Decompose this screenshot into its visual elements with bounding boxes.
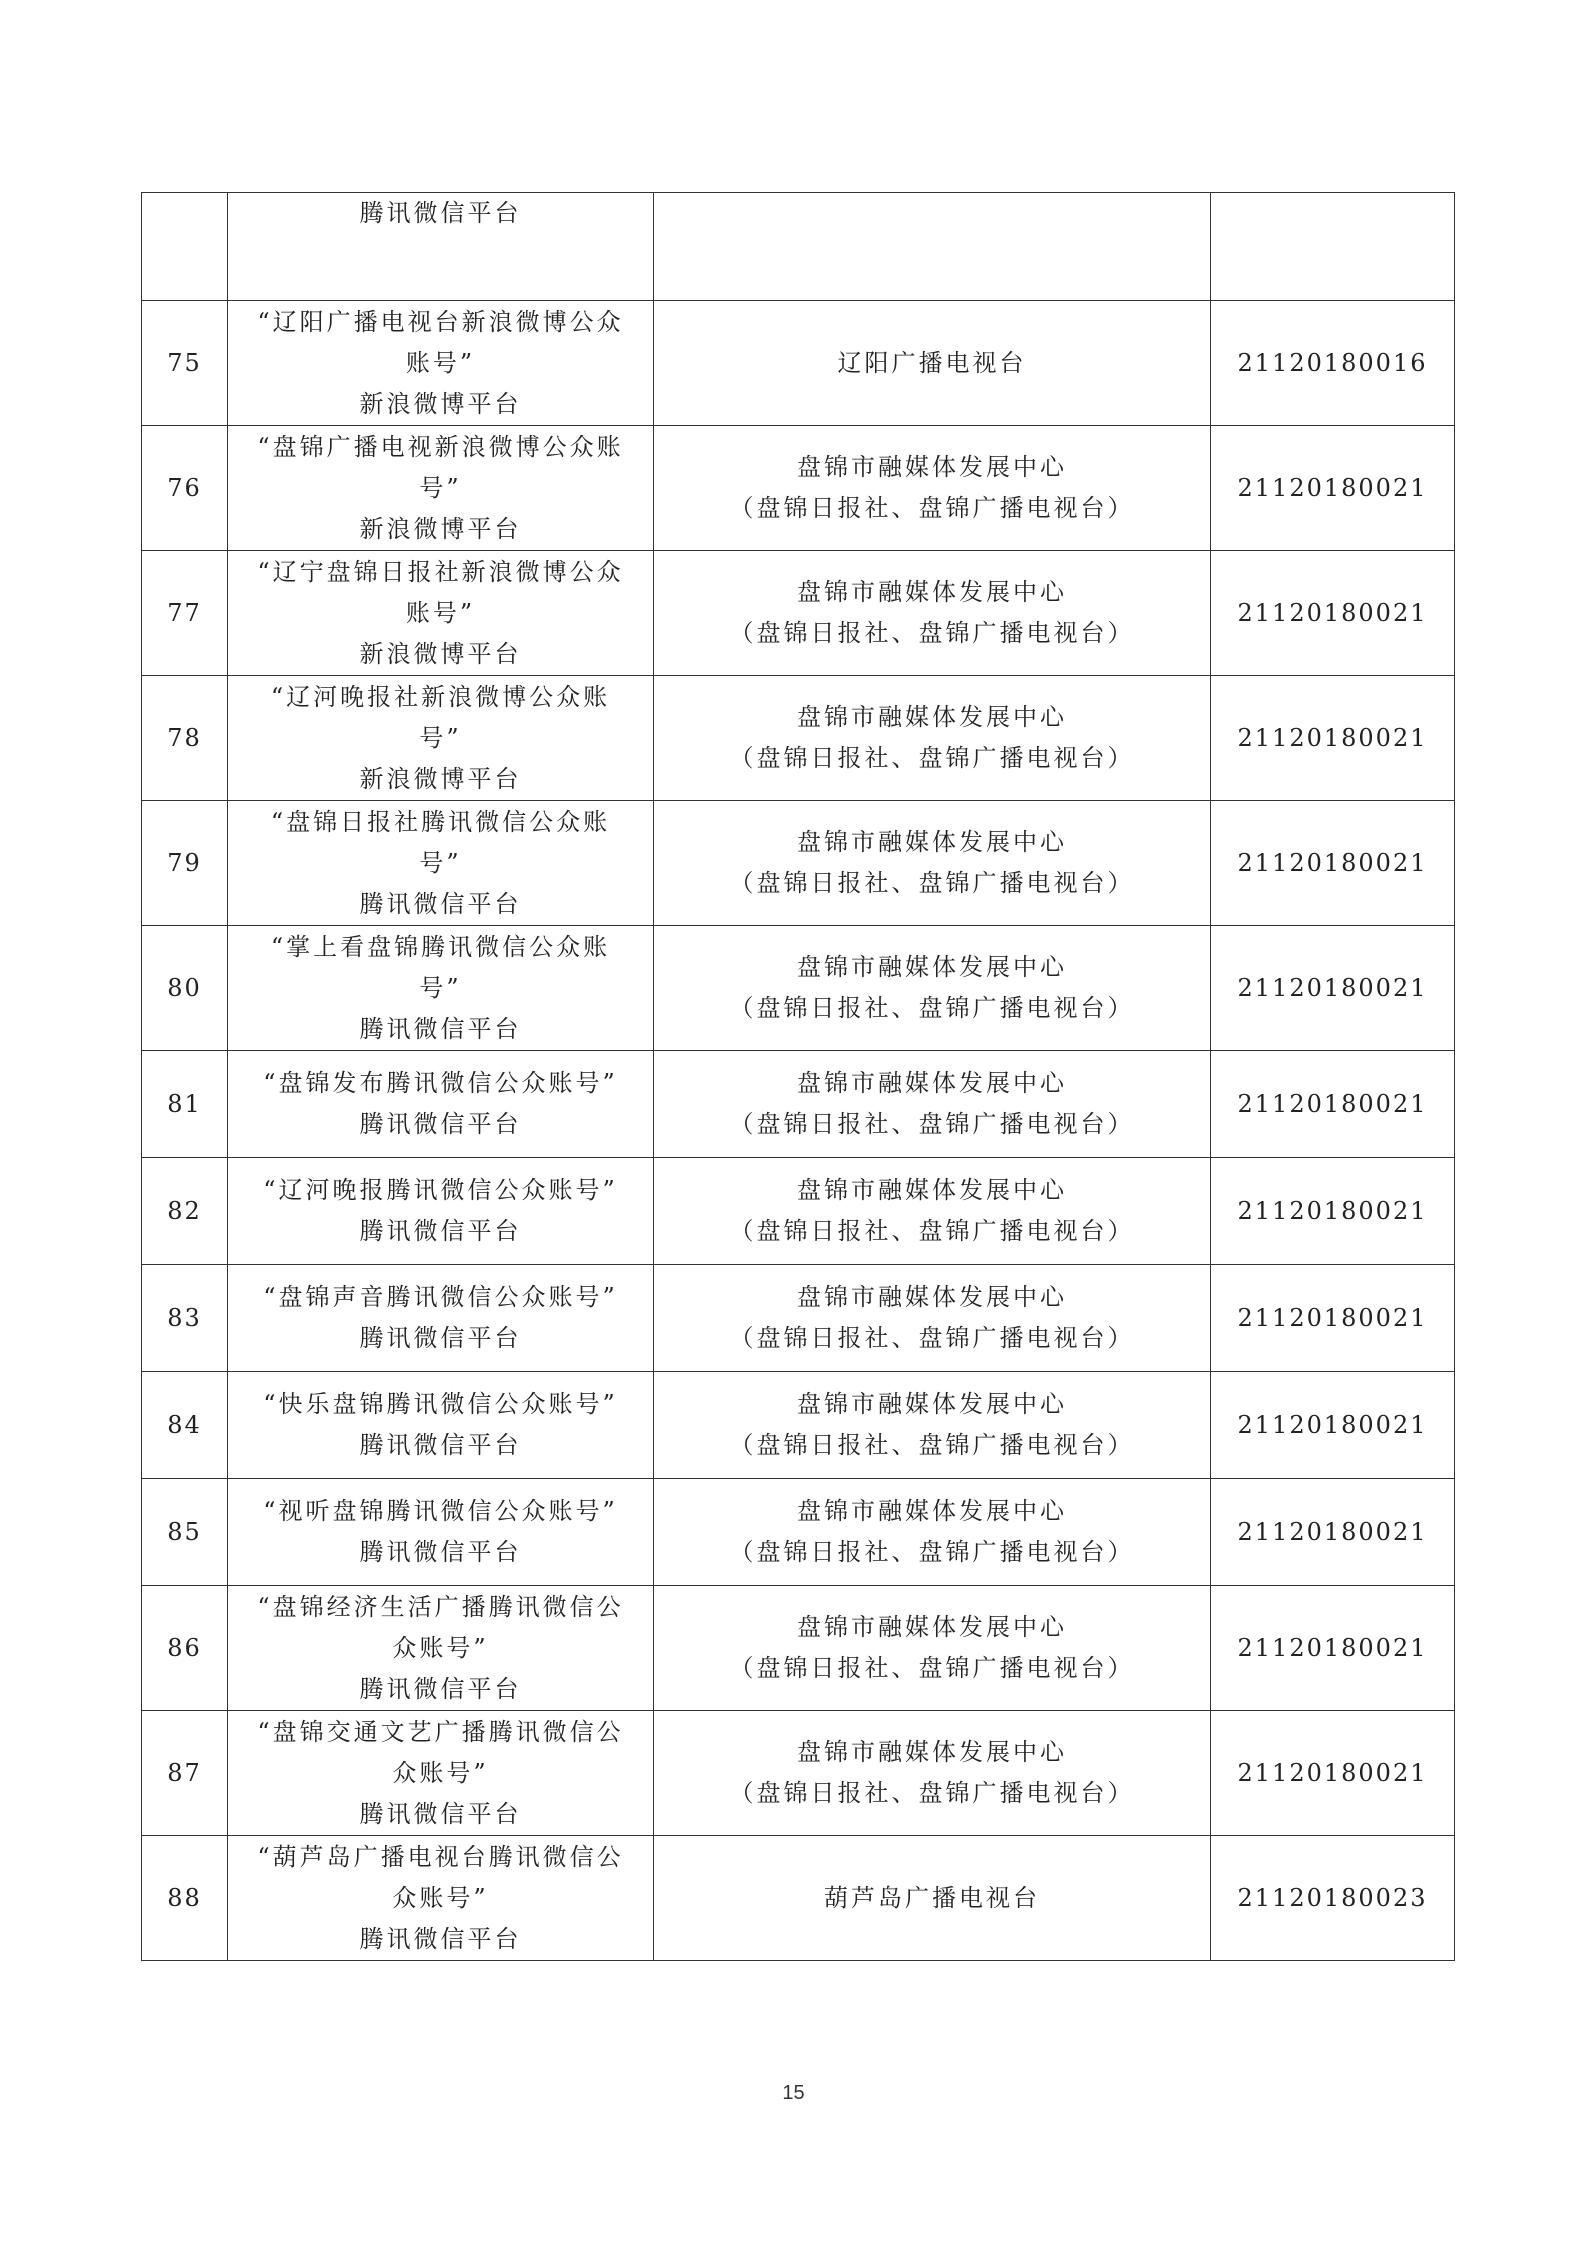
license-code: 21120180021 [1237,1303,1428,1332]
organization-line: （盘锦日报社、盘锦广播电视台） [729,494,1135,522]
row-number-cell [142,1372,228,1479]
row-number: 81 [167,1089,202,1118]
account-name-line: 腾讯微信平台 [359,1110,522,1138]
account-name-line: 腾讯微信平台 [359,1799,522,1828]
account-name-line: 腾讯微信平台 [359,1014,522,1043]
account-name-line: 腾讯微信平台 [359,1538,522,1566]
row-number-cell [142,1265,228,1372]
account-name-line: “视听盘锦腾讯微信公众账号” [263,1497,618,1525]
account-name-line: 新浪微博平台 [359,764,522,793]
organization-line: 盘锦市融媒体发展中心 [797,1283,1067,1311]
license-code: 21120180021 [1237,723,1428,752]
license-code: 21120180021 [1237,1758,1428,1787]
account-name-line: “辽河晚报腾讯微信公众账号” [263,1176,618,1204]
account-name-line: 号” [419,973,462,1002]
account-name-line: 腾讯微信平台 [359,1924,522,1953]
organization-cell [654,676,1211,801]
account-name-cell [228,426,654,551]
row-number-cell [142,801,228,926]
account-name-line: 腾讯微信平台 [359,1674,522,1703]
organization-cell [654,1372,1211,1479]
organization-line: 辽阳广播电视台 [837,348,1027,377]
license-code: 21120180016 [1237,348,1428,377]
organization-line: （盘锦日报社、盘锦广播电视台） [729,1110,1135,1138]
row-number-cell [142,551,228,676]
organization-cell [654,801,1211,926]
organization-line: 盘锦市融媒体发展中心 [797,1390,1067,1418]
row-number-cell [142,1479,228,1586]
row-number: 86 [167,1633,202,1662]
row-number-cell [142,301,228,426]
license-code-cell [1211,301,1455,426]
account-name-cell [228,1051,654,1158]
account-name-cell [228,1711,654,1836]
license-code-cell [1211,676,1455,801]
registry-table [141,192,1455,1961]
table-row [142,1265,1455,1372]
account-name-cell [228,676,654,801]
continuation-code-cell [1211,193,1455,301]
account-name-line: 腾讯微信平台 [359,1324,522,1352]
account-name-line: 腾讯微信平台 [359,1217,522,1245]
account-name-cell [228,1372,654,1479]
license-code-cell [1211,1836,1455,1961]
organization-line: （盘锦日报社、盘锦广播电视台） [729,1217,1135,1245]
account-name-cell [228,1479,654,1586]
account-name-line: “辽宁盘锦日报社新浪微博公众 [257,557,624,586]
organization-line: 盘锦市融媒体发展中心 [797,953,1067,981]
continuation-num-cell [142,193,228,301]
license-code-cell [1211,1711,1455,1836]
license-code: 21120180021 [1237,1089,1428,1118]
table-row [142,1479,1455,1586]
organization-line: 盘锦市融媒体发展中心 [797,1613,1067,1641]
row-number-cell [142,676,228,801]
table-row [142,676,1455,801]
account-name-line: “葫芦岛广播电视台腾讯微信公 [257,1842,624,1871]
license-code: 21120180021 [1237,1410,1428,1439]
row-number-cell [142,926,228,1051]
row-number-cell [142,1158,228,1265]
table-row [142,1586,1455,1711]
license-code: 21120180021 [1237,1517,1428,1546]
account-name-cell [228,1586,654,1711]
registry-table-body [142,193,1455,1961]
account-name-line: 号” [419,848,462,877]
account-name-line: “盘锦发布腾讯微信公众账号” [263,1069,618,1097]
account-name-line: 新浪微博平台 [359,639,522,668]
account-name-line: “盘锦交通文艺广播腾讯微信公 [257,1717,624,1746]
account-name-cell [228,1265,654,1372]
page-number: 15 [782,2082,805,2104]
license-code: 21120180023 [1237,1883,1428,1912]
organization-line: （盘锦日报社、盘锦广播电视台） [729,1654,1135,1682]
account-name-line: “盘锦日报社腾讯微信公众账 [270,807,611,836]
account-name-line: 账号” [405,348,476,377]
organization-line: （盘锦日报社、盘锦广播电视台） [729,619,1135,647]
table-row [142,1711,1455,1836]
row-number: 83 [167,1303,202,1332]
organization-line: （盘锦日报社、盘锦广播电视台） [729,744,1135,772]
table-row [142,1158,1455,1265]
organization-line: 盘锦市融媒体发展中心 [797,1738,1067,1766]
license-code: 21120180021 [1237,973,1428,1002]
license-code-cell [1211,551,1455,676]
license-code-cell [1211,1586,1455,1711]
organization-line: 盘锦市融媒体发展中心 [797,1069,1067,1097]
table-row [142,426,1455,551]
continuation-name-line: 腾讯微信平台 [359,199,522,227]
license-code-cell [1211,926,1455,1051]
row-number-cell [142,1711,228,1836]
row-number: 88 [167,1883,202,1912]
license-code-cell [1211,1372,1455,1479]
license-code-cell [1211,1158,1455,1265]
license-code: 21120180021 [1237,848,1428,877]
organization-cell [654,1051,1211,1158]
license-code: 21120180021 [1237,598,1428,627]
organization-line: （盘锦日报社、盘锦广播电视台） [729,1538,1135,1566]
row-number: 87 [167,1758,202,1787]
row-number: 80 [167,973,202,1002]
organization-line: 盘锦市融媒体发展中心 [797,1497,1067,1525]
account-name-line: 众账号” [392,1758,489,1787]
table-row [142,1051,1455,1158]
continuation-row [142,193,1455,301]
row-number: 78 [167,723,202,752]
row-number: 79 [167,848,202,877]
account-name-line: 腾讯微信平台 [359,1431,522,1459]
table-row [142,301,1455,426]
organization-cell [654,1265,1211,1372]
account-name-line: “掌上看盘锦腾讯微信公众账 [270,932,611,961]
account-name-line: 号” [419,473,462,502]
continuation-org-cell [654,193,1211,301]
license-code: 21120180021 [1237,473,1428,502]
account-name-cell [228,926,654,1051]
row-number-cell [142,426,228,551]
license-code-cell [1211,426,1455,551]
account-name-line: “盘锦广播电视新浪微博公众账 [257,432,624,461]
organization-line: 盘锦市融媒体发展中心 [797,578,1067,606]
organization-line: （盘锦日报社、盘锦广播电视台） [729,994,1135,1022]
organization-cell [654,1479,1211,1586]
account-name-cell [228,1158,654,1265]
organization-line: （盘锦日报社、盘锦广播电视台） [729,1431,1135,1459]
row-number: 85 [167,1517,202,1546]
account-name-cell [228,301,654,426]
account-name-line: 账号” [405,598,476,627]
organization-cell [654,1158,1211,1265]
account-name-line: “辽河晚报社新浪微博公众账 [270,682,611,711]
organization-cell [654,426,1211,551]
organization-cell [654,301,1211,426]
account-name-line: 新浪微博平台 [359,514,522,543]
account-name-cell [228,551,654,676]
row-number: 76 [167,473,202,502]
organization-cell [654,1711,1211,1836]
account-name-line: 众账号” [392,1633,489,1662]
row-number: 82 [167,1196,202,1225]
organization-line: 盘锦市融媒体发展中心 [797,453,1067,481]
organization-cell [654,551,1211,676]
organization-cell [654,926,1211,1051]
license-code-cell [1211,801,1455,926]
row-number-cell [142,1051,228,1158]
row-number: 75 [167,348,202,377]
table-row [142,926,1455,1051]
row-number-cell [142,1586,228,1711]
row-number-cell [142,1836,228,1961]
account-name-line: 腾讯微信平台 [359,889,522,918]
organization-line: （盘锦日报社、盘锦广播电视台） [729,869,1135,897]
account-name-line: 众账号” [392,1883,489,1912]
continuation-name-cell [228,193,654,301]
organization-line: 盘锦市融媒体发展中心 [797,828,1067,856]
table-row [142,801,1455,926]
organization-line: 葫芦岛广播电视台 [824,1883,1040,1912]
account-name-line: “辽阳广播电视台新浪微博公众 [257,307,624,336]
row-number: 84 [167,1410,202,1439]
account-name-line: 号” [419,723,462,752]
table-row [142,551,1455,676]
account-name-cell [228,801,654,926]
account-name-line: “盘锦经济生活广播腾讯微信公 [257,1592,624,1621]
organization-cell [654,1836,1211,1961]
organization-line: （盘锦日报社、盘锦广播电视台） [729,1779,1135,1807]
license-code-cell [1211,1479,1455,1586]
license-code-cell [1211,1051,1455,1158]
organization-line: （盘锦日报社、盘锦广播电视台） [729,1324,1135,1352]
table-row [142,1836,1455,1961]
organization-line: 盘锦市融媒体发展中心 [797,703,1067,731]
account-name-line: “盘锦声音腾讯微信公众账号” [263,1283,618,1311]
account-name-line: “快乐盘锦腾讯微信公众账号” [263,1390,618,1418]
row-number: 77 [167,598,202,627]
license-code: 21120180021 [1237,1633,1428,1662]
account-name-cell [228,1836,654,1961]
table-row [142,1372,1455,1479]
organization-line: 盘锦市融媒体发展中心 [797,1176,1067,1204]
license-code: 21120180021 [1237,1196,1428,1225]
license-code-cell [1211,1265,1455,1372]
organization-cell [654,1586,1211,1711]
account-name-line: 新浪微博平台 [359,389,522,418]
